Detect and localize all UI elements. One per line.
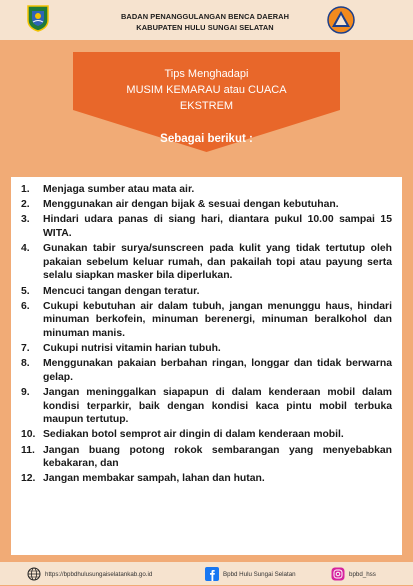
footer-instagram[interactable] <box>331 567 376 581</box>
tip-number: 3. <box>21 214 30 226</box>
tip-text: Mencuci tangan dengan teratur. <box>43 285 200 297</box>
title-line-2: MUSIM KEMARAU atau CUACA <box>126 84 287 96</box>
tip-number: 10. <box>21 429 36 441</box>
regency-crest-icon <box>26 4 50 32</box>
tip-text: Jangan buang potong rokok sembarangan yang menyebabkan kebakaran, dan <box>43 444 392 470</box>
facebook-icon <box>205 567 219 581</box>
tip-text: Menggunakan pakaian berbahan ringan, longgar dan tidak berwarna gelap. <box>43 358 392 383</box>
instagram-icon <box>331 567 345 581</box>
tip-number: 9. <box>21 387 30 399</box>
footer-facebook[interactable] <box>205 567 296 581</box>
tip-number: 12. <box>21 473 36 485</box>
agency-line-1: BADAN PENANGGULANGAN BENCA DAERAH <box>120 12 290 21</box>
tip-text: Cukupi nutrisi vitamin harian tubuh. <box>43 343 221 355</box>
tip-text: Menjaga sumber atau mata air. <box>43 184 195 195</box>
agency-line-2: KABUPATEN HULU SUNGAI SELATAN <box>136 23 274 32</box>
tips-panel <box>11 177 402 555</box>
tip-item <box>21 242 392 283</box>
tip-item <box>21 198 392 212</box>
bpbd-triangle-icon <box>327 6 355 34</box>
tip-number: 2. <box>21 199 30 211</box>
globe-icon <box>27 567 41 581</box>
title-line-3: EKSTREM <box>179 100 234 112</box>
tip-item <box>21 183 392 197</box>
tip-item <box>21 285 392 299</box>
tip-text: Jangan membakar sampah, lahan dan hutan. <box>43 473 265 485</box>
tip-number: 7. <box>21 343 30 355</box>
tip-text: Hindari udara panas di siang hari, diantara pukul 10.00 sampai 15 WITA. <box>43 214 392 239</box>
tip-number: 4. <box>21 243 30 255</box>
instagram-link[interactable]: bpbd_hss <box>349 570 376 578</box>
tip-item <box>21 357 392 384</box>
tip-item <box>21 386 392 427</box>
tip-item <box>21 213 392 240</box>
tip-item <box>21 428 392 442</box>
tips-list <box>11 177 402 486</box>
agency-name <box>90 11 320 33</box>
tip-item <box>21 300 392 341</box>
tip-text: Menggunakan air dengan bijak & sesuai dengan kebutuhan. <box>43 199 339 211</box>
tip-number: 1. <box>21 184 30 195</box>
tip-number: 8. <box>21 358 30 370</box>
tip-item <box>21 472 392 486</box>
tip-text: Cukupi kebutuhan air dalam tubuh, jangan menunggu haus, hindari minuman berkofein, minuman berenergi, minuman beralkohol dan minuman manis. <box>43 300 392 339</box>
tip-item <box>21 444 392 471</box>
tip-number: 5. <box>21 285 30 297</box>
tip-text: Sediakan botol semprot air dingin di dalam kenderaan mobil. <box>43 429 344 441</box>
subtitle: Sebagai berikut : <box>160 133 253 145</box>
header-bar <box>0 0 413 40</box>
footer-bar <box>0 562 413 585</box>
tip-item <box>21 342 392 356</box>
website-link[interactable]: https://bpbdhulusungaiselatankab.go.id <box>45 570 153 578</box>
tip-text: Jangan meninggalkan siapapun di dalam kenderaan mobil dalam kondisi terparkir, baik dengan kondisi kaca pintu mobil terbuka maupun tertutup. <box>43 387 392 426</box>
title-text <box>73 66 340 114</box>
tip-number: 11. <box>21 444 35 456</box>
facebook-link[interactable]: Bpbd Hulu Sungai Selatan <box>223 570 296 578</box>
tip-text: Gunakan tabir surya/sunscreen pada kulit yang tidak tertutup oleh pakaian sebelum keluar rumah, dan pakailah topi atau payung serta selalu siapkan masker bila diperlukan. <box>43 243 392 282</box>
footer-website[interactable] <box>27 567 152 581</box>
tip-number: 6. <box>21 300 30 312</box>
title-line-1: Tips Menghadapi <box>164 68 249 80</box>
